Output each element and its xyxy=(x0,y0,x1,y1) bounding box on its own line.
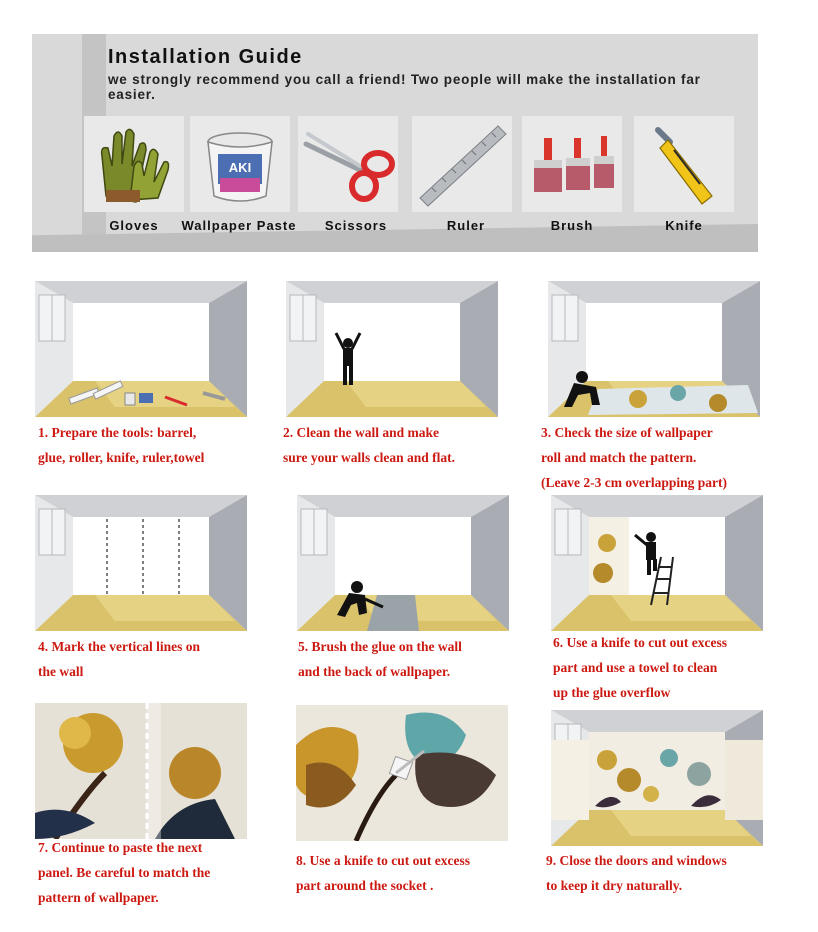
step-3-text: 3. Check the size of wallpaper roll and match the pattern. (Leave 2-3 cm overlapping part) xyxy=(541,425,727,490)
knife-icon xyxy=(634,116,734,212)
page-subtitle: we strongly recommend you call a friend! Two people will make the installation far easier. xyxy=(108,72,701,102)
step-6-text: 6. Use a knife to cut out excess part and use a towel to clean up the glue overflow xyxy=(553,635,727,700)
step-8-text: 8. Use a knife to cut out excess part around the socket . xyxy=(296,853,470,893)
tool-label-brush: Brush xyxy=(550,218,594,233)
step-5-text: 5. Brush the glue on the wall and the back of wallpaper. xyxy=(298,639,462,679)
ruler-icon xyxy=(412,116,512,212)
tool-label-scissors: Scissors xyxy=(324,218,388,233)
tool-wallpaper-paste xyxy=(190,116,290,212)
step-3-image xyxy=(548,281,760,417)
tool-gloves xyxy=(84,116,184,212)
step-7-image xyxy=(35,703,247,839)
step-2-text: 2. Clean the wall and make sure your walls clean and flat. xyxy=(283,425,456,465)
tool-scissors xyxy=(298,116,398,212)
tool-brush xyxy=(522,116,622,212)
paste-brand-text: AKI xyxy=(228,160,252,175)
step-9-image xyxy=(551,710,763,846)
page-title: Installation Guide xyxy=(108,46,303,68)
step-5-image xyxy=(297,495,509,631)
tool-label-knife: Knife xyxy=(665,218,703,233)
tool-knife xyxy=(634,116,734,212)
step-7-text: 7. Continue to paste the next panel. Be careful to match the pattern of wallpaper. xyxy=(38,840,211,905)
tool-label-gloves: Gloves xyxy=(109,218,159,233)
step-9-text: 9. Close the doors and windows to keep it dry naturally. xyxy=(546,853,727,893)
paste-bucket-icon xyxy=(190,116,290,212)
step-8-image xyxy=(296,705,508,841)
gloves-icon xyxy=(84,116,184,212)
step-6-image xyxy=(551,495,763,631)
step-4-text: 4. Mark the vertical lines on the wall xyxy=(38,639,200,679)
tool-label-ruler: Ruler xyxy=(446,218,486,233)
step-1-image xyxy=(35,281,247,417)
brush-icon xyxy=(522,116,622,212)
step-4-image xyxy=(35,495,247,631)
step-2-image xyxy=(286,281,498,417)
scissors-icon xyxy=(298,116,406,212)
tool-ruler xyxy=(412,116,512,212)
tool-label-wallpaper-paste: Wallpaper Paste xyxy=(181,218,297,233)
step-1-text: 1. Prepare the tools: barrel, glue, roller, knife, ruler,towel xyxy=(38,425,205,465)
